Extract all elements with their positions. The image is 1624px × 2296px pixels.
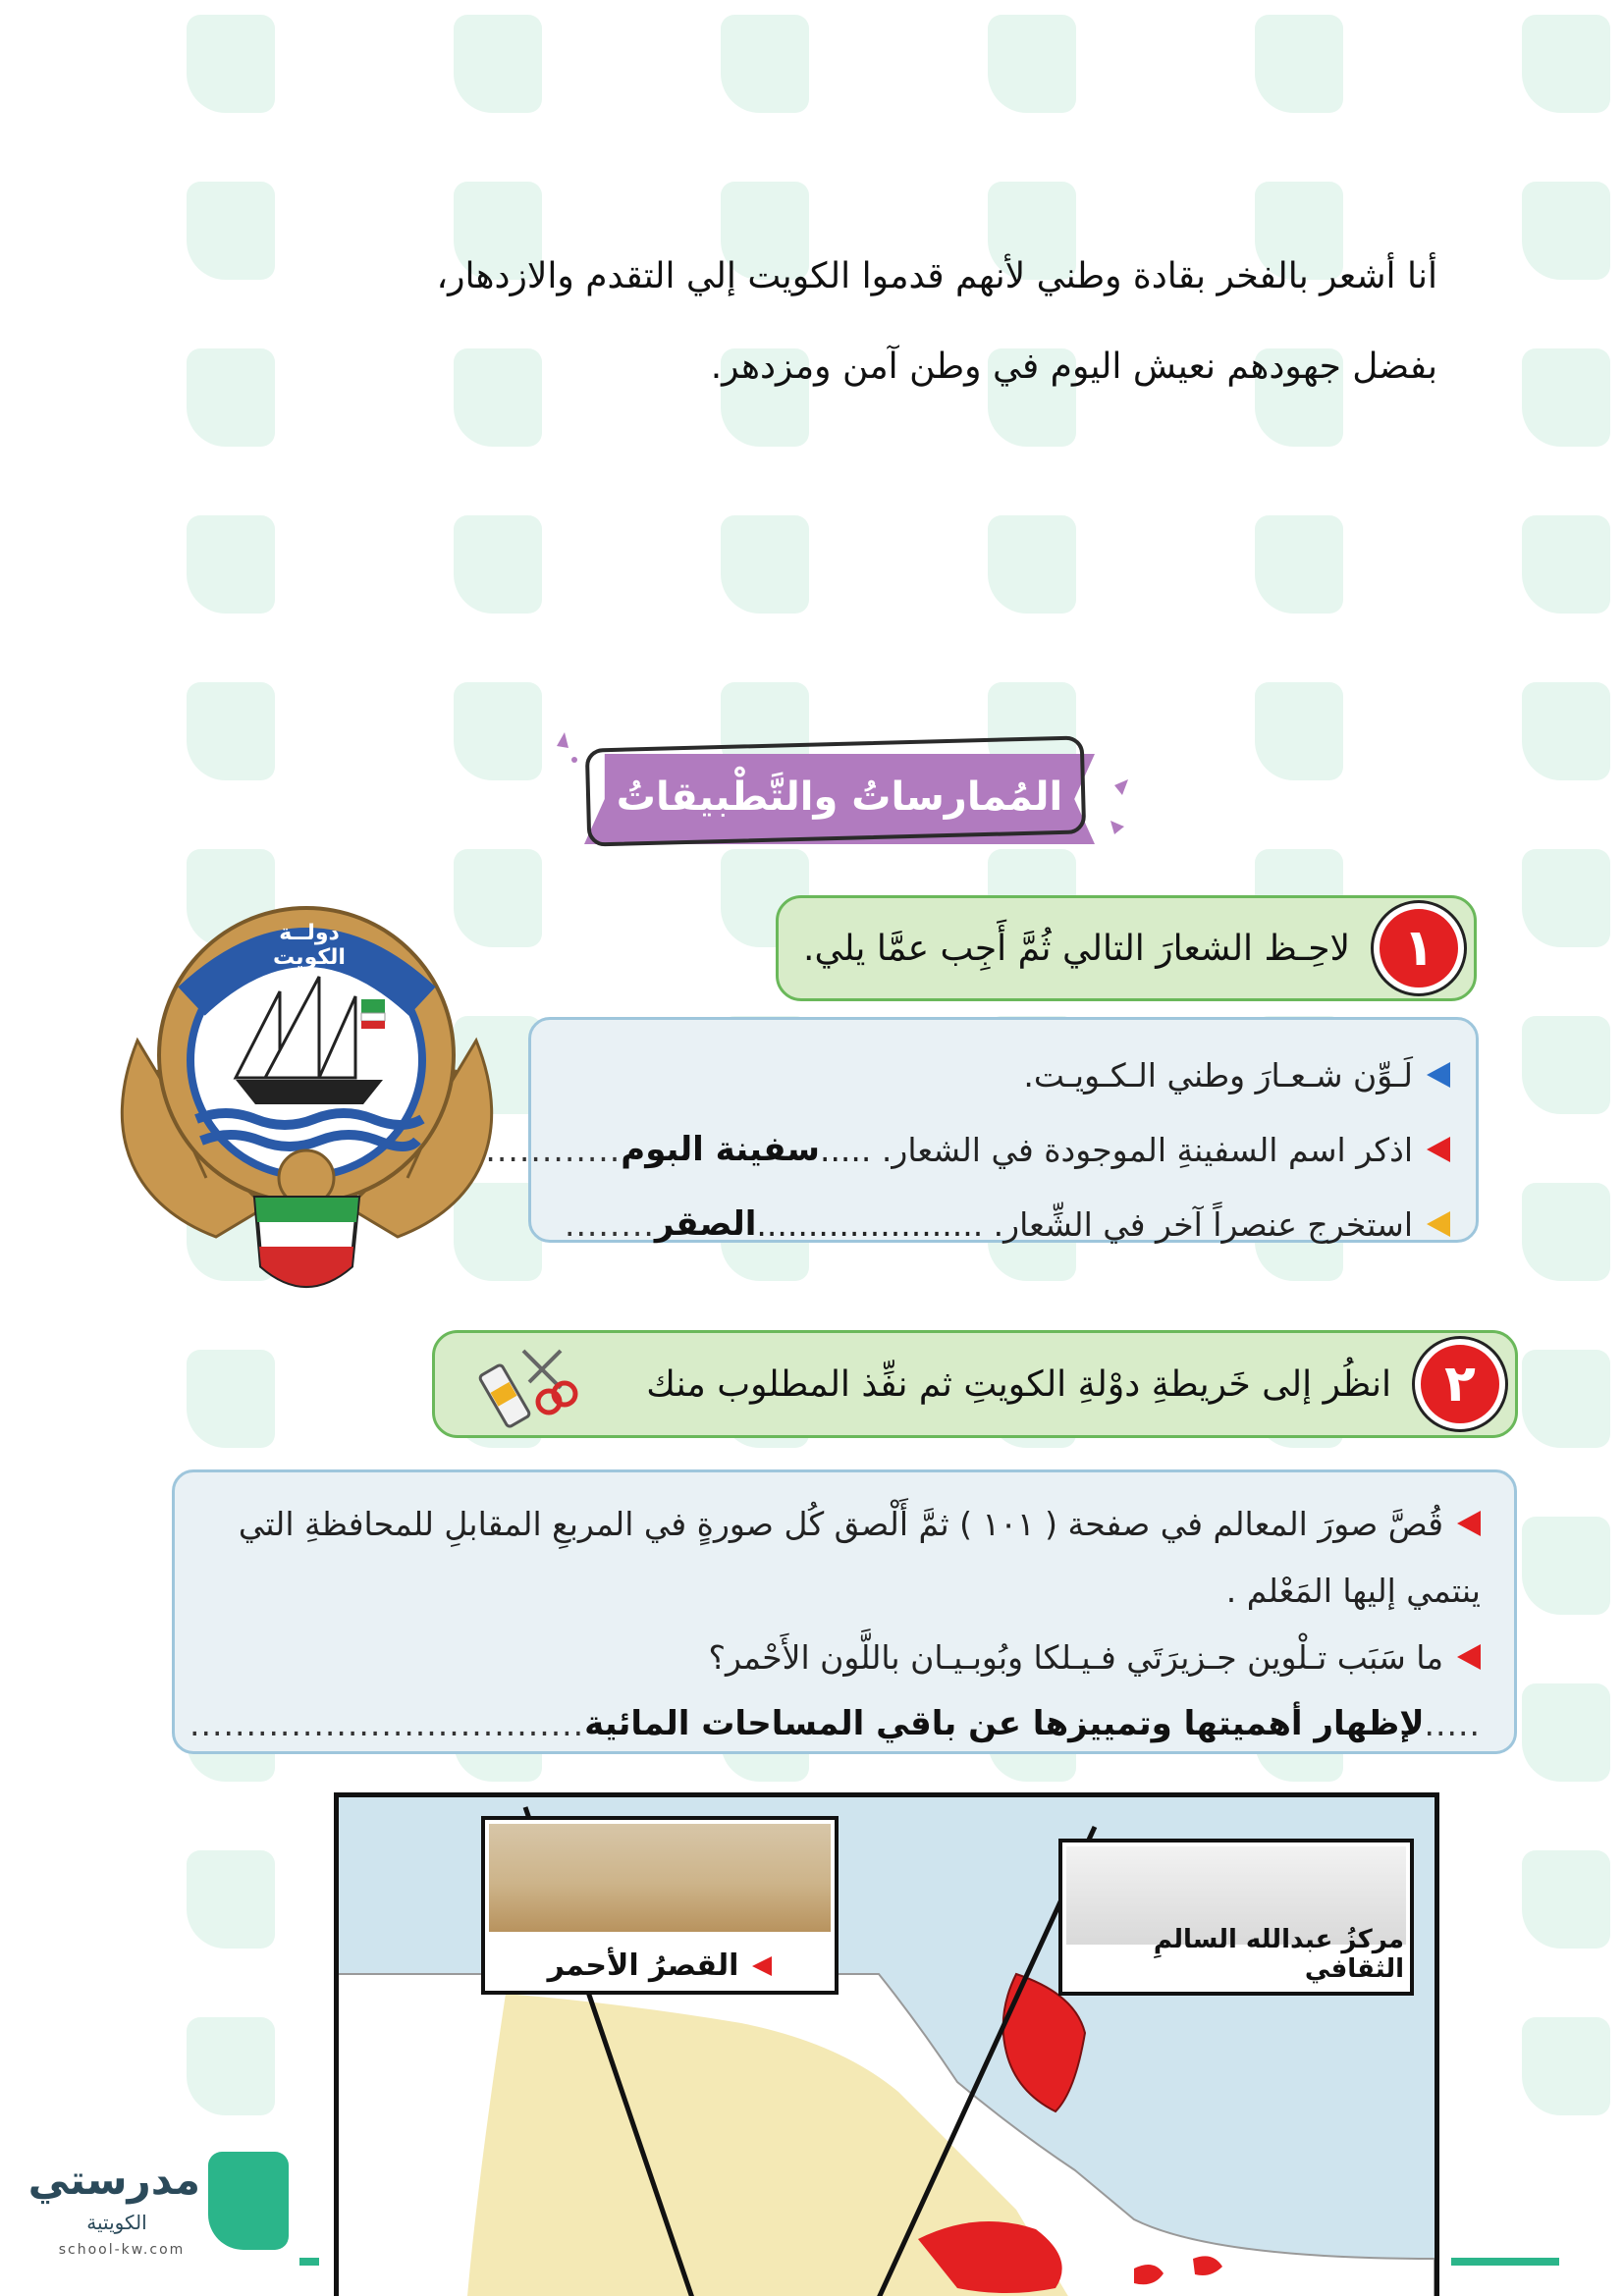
watermark-logo-icon (1522, 1683, 1610, 1782)
watermark-logo-icon (988, 15, 1076, 113)
watermark-logo-icon (721, 15, 809, 113)
watermark-logo-icon (1522, 849, 1610, 947)
q2-answer[interactable]: لإظهار أهميتها وتمييزها عن باقي المساحات المائية (584, 1704, 1425, 1743)
red-triangle-bullet-icon (1427, 1137, 1450, 1162)
watermark-logo-icon (1522, 1183, 1610, 1281)
watermark-logo-icon (1255, 15, 1343, 113)
q1-item-3-answer[interactable]: الصقر (654, 1204, 757, 1244)
watermark-logo-icon (187, 348, 275, 447)
watermark-tile (1098, 491, 1343, 638)
intro-line-1: أنا أشعر بالفخر بقادة وطني لأنهم قدموا الكويت إلي التقدم والازدهار، (436, 256, 1437, 296)
watermark-tile (1365, 658, 1610, 805)
watermark-logo-icon (454, 682, 542, 780)
watermark-logo-icon (1255, 682, 1343, 780)
q1-item-1-text: لَـوِّن شـعـارَ وطني الـكـويـت. (1023, 1055, 1413, 1095)
watermark-logo-icon (1522, 348, 1610, 447)
red-palace-card[interactable] (481, 1816, 839, 1995)
watermark-tile (564, 0, 809, 137)
glue-scissors-icon (474, 1337, 582, 1435)
q2-item-1-line-1: قُصَّ صورَ المعالم في صفحة ( ١٠١ ) ثمَّ أَلْصق كُل صورةٍ في المربعِ المقابلِ للمحافظةِ التي (238, 1504, 1443, 1543)
red-palace-label-text: القصرُ الأحمر (547, 1949, 739, 1983)
emblem-caption: دولــة الكويت (273, 921, 346, 970)
q1-item-2-trailing-dots: ............ (485, 1130, 622, 1169)
watermark-tile (1098, 0, 1343, 137)
watermark-logo-icon (721, 515, 809, 614)
watermark-logo-icon (1522, 2017, 1610, 2115)
watermark-logo-icon (988, 515, 1076, 614)
watermark-tile (564, 491, 809, 638)
watermark-logo-icon (1522, 515, 1610, 614)
watermark-tile (297, 658, 542, 805)
school-kw-logo-icon (208, 2152, 289, 2250)
watermark-logo-icon (1522, 182, 1610, 280)
q2-item-1-line-2: ينتمي إليها المَعْلم . (1225, 1571, 1481, 1610)
watermark-logo-icon (187, 182, 275, 280)
watermark-tile (29, 658, 275, 805)
cultural-center-card[interactable] (1058, 1839, 1414, 1996)
q1-item-3 (557, 1187, 1450, 1261)
footer-url: school-kw.com (58, 2242, 186, 2258)
watermark-tile (831, 0, 1076, 137)
watermark-logo-icon (187, 1850, 275, 1949)
watermark-tile (29, 0, 275, 137)
watermark-tile (29, 491, 275, 638)
watermark-tile (29, 1826, 275, 1973)
watermark-logo-icon (1255, 515, 1343, 614)
question-1-number-badge: ١ (1374, 903, 1464, 993)
red-palace-label (491, 1949, 829, 1983)
question-1-answer-box (485, 1017, 1479, 1244)
section-banner (535, 726, 1144, 864)
watermark-logo-icon (187, 2017, 275, 2115)
kuwait-emblem (98, 883, 515, 1315)
cultural-center-label: مركزُ عبدالله السالمِ الثقافي (1153, 1925, 1404, 1984)
school-kw-logo (27, 2146, 289, 2273)
question-2-number-badge: ٢ (1415, 1339, 1505, 1429)
watermark-logo-icon (187, 682, 275, 780)
footer-sub: الكويتية (86, 2211, 147, 2234)
watermark-tile (29, 1993, 275, 2140)
watermark-tile (29, 157, 275, 304)
question-1-header (776, 895, 1477, 1001)
q2-answer-lead-dots: ..... (1424, 1704, 1481, 1743)
red-triangle-bullet-icon (1457, 1511, 1481, 1536)
watermark-logo-icon (454, 15, 542, 113)
section-title: المُمارساتُ والتَّطْبيقاتُ (616, 774, 1063, 820)
red-triangle-bullet-icon (1457, 1644, 1481, 1670)
watermark-logo-icon (1522, 682, 1610, 780)
blue-triangle-bullet-icon (1427, 1062, 1450, 1088)
watermark-logo-icon (1522, 1350, 1610, 1448)
q2-item-1 (204, 1490, 1481, 1557)
intro-paragraph (357, 232, 1437, 412)
question-2-prompt: انظُر إلى خَريطةِ دوْلةِ الكويتِ ثم نفِّذ المطلوب منك (646, 1363, 1391, 1405)
footer-divider-right (1451, 2258, 1559, 2266)
watermark-logo-icon (187, 515, 275, 614)
watermark-tile (29, 324, 275, 471)
q2-answer-line (189, 1690, 1481, 1757)
footer-divider-left (299, 2258, 319, 2266)
red-triangle-bullet-icon (752, 1956, 772, 1976)
q1-item-2 (485, 1112, 1450, 1187)
watermark-tile (1365, 491, 1610, 638)
watermark-logo-icon (187, 15, 275, 113)
watermark-tile (29, 1325, 275, 1472)
q2-item-1-cont (204, 1557, 1481, 1624)
watermark-tile (831, 491, 1076, 638)
q2-answer-trailing-dots: ................................... (189, 1704, 585, 1743)
question-2-answer-box (172, 1469, 1517, 1754)
yellow-triangle-bullet-icon (1427, 1211, 1450, 1237)
watermark-tile (1365, 0, 1610, 137)
q1-item-1 (557, 1038, 1450, 1112)
question-1-prompt: لاحِـظ الشعارَ التالي ثُمَّ أَجِب عمَّا يلي. (803, 928, 1350, 969)
footer-brand: مدرستي (27, 2156, 200, 2204)
question-2-header (432, 1330, 1518, 1438)
watermark-tile (297, 491, 542, 638)
watermark-logo-icon (1522, 1850, 1610, 1949)
q1-item-2-answer[interactable]: سفينة البوم (621, 1130, 820, 1169)
watermark-logo-icon (1522, 1517, 1610, 1615)
q2-item-2 (204, 1624, 1481, 1690)
red-palace-photo (489, 1824, 831, 1932)
watermark-logo-icon (454, 515, 542, 614)
watermark-logo-icon (1522, 15, 1610, 113)
intro-line-2: بفضل جهودهم نعيش اليوم في وطن آمن ومزدهر. (710, 347, 1437, 387)
q1-item-2-text: اذكر اسم السفينةِ الموجودة في الشعار. ..... (819, 1130, 1413, 1169)
q1-item-3-trailing-dots: ........ (564, 1204, 655, 1244)
q1-item-3-text: استخرج عنصراً آخر في الشِّعار. ...................... (756, 1204, 1413, 1244)
watermark-logo-icon (1522, 1016, 1610, 1114)
watermark-logo-icon (187, 1350, 275, 1448)
watermark-tile (297, 0, 542, 137)
q2-item-2-text: ما سَبَب تـلْوين جـزيرَتَي فـيـلكا وبُوبـيـان باللَّون الأَحْمر؟ (708, 1637, 1443, 1677)
